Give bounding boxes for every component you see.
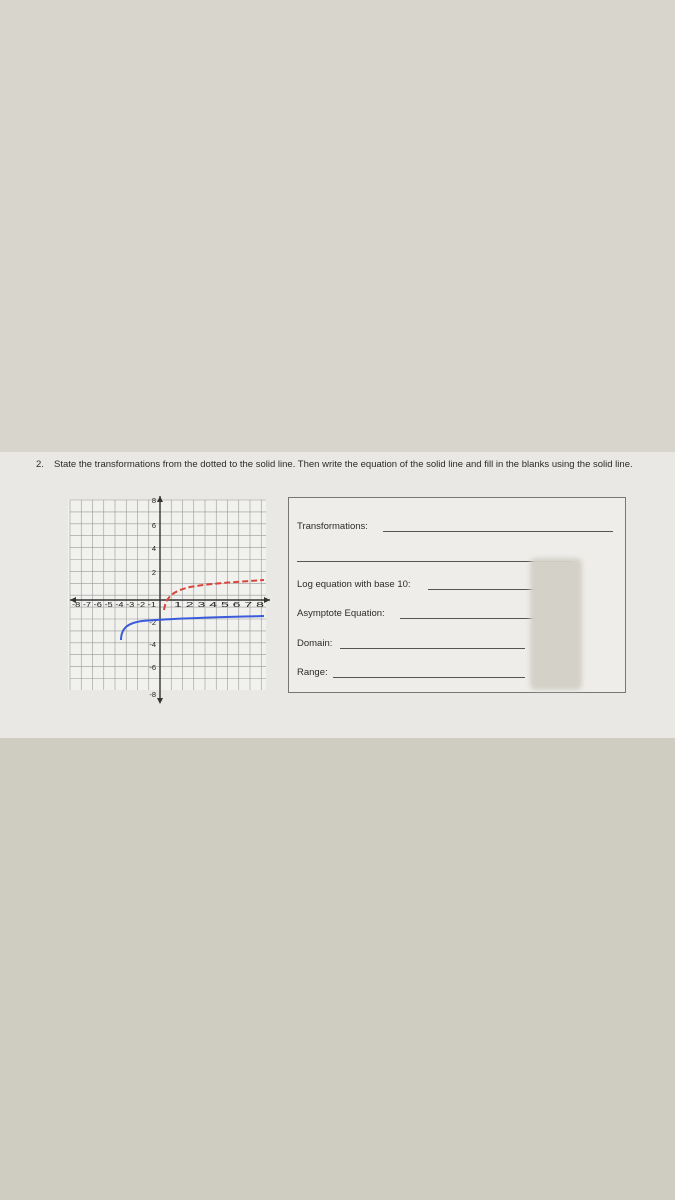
y-axis-arrow (157, 496, 163, 502)
question-number: 2. (36, 459, 44, 470)
y-tick-label: -6 (149, 663, 156, 672)
y-tick-label: 2 (151, 568, 156, 577)
asymptote-label: Asymptote Equation: (297, 608, 385, 619)
x-tick-labels-negative: -8 -7 -6 -5 -4 -3 -2 -1 (72, 602, 157, 609)
y-tick-label: 6 (151, 521, 156, 530)
domain-blank[interactable] (340, 648, 525, 649)
cover-smudge (530, 558, 582, 690)
domain-label: Domain: (297, 638, 333, 649)
transformations-label: Transformations: (297, 521, 368, 532)
transformations-blank[interactable] (383, 531, 613, 532)
y-tick-label: -8 (149, 690, 156, 699)
x-tick-labels-positive: 1 2 3 4 5 6 7 8 (174, 602, 265, 609)
y-tick-label: 8 (151, 496, 156, 505)
range-label: Range: (297, 667, 328, 678)
background-top (0, 0, 675, 455)
background-bottom (0, 738, 675, 1200)
y-tick-label: -4 (149, 640, 156, 649)
y-axis-arrow-down (157, 698, 163, 704)
y-tick-label: -2 (149, 618, 156, 627)
log-equation-label: Log equation with base 10: (297, 579, 411, 590)
y-tick-label: 4 (151, 544, 156, 553)
range-blank[interactable] (333, 677, 525, 678)
x-axis-arrow (264, 597, 270, 603)
question-text: State the transformations from the dotted to the solid line. Then write the equation of the solid line and fill in the blanks using the solid line. (54, 459, 633, 470)
coordinate-graph (68, 494, 273, 706)
